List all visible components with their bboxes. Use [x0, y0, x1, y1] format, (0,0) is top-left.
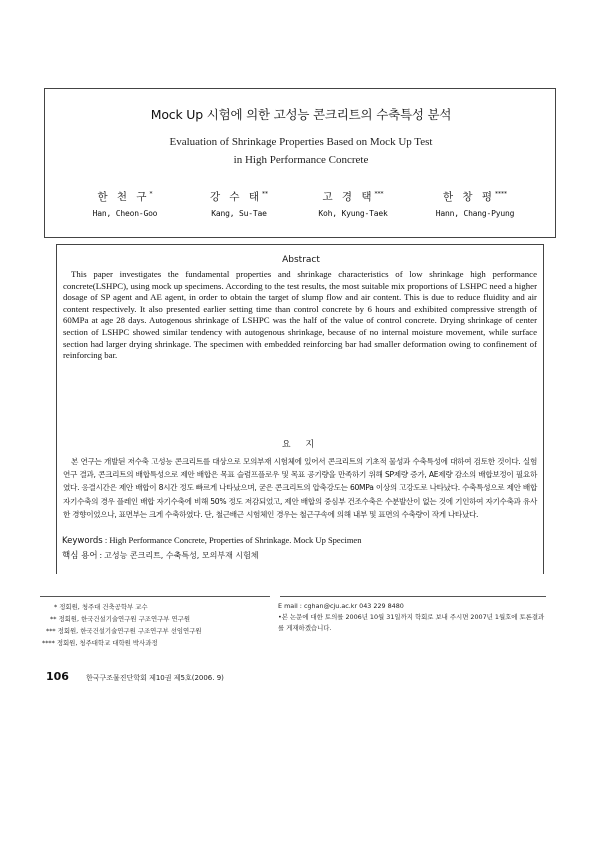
paper-title-english — [45, 133, 557, 169]
abstract-box — [56, 244, 544, 574]
keywords-ko-label: 핵심 용어 — [62, 551, 98, 561]
author-3-korean: 고 경 택 — [322, 191, 375, 203]
paper-title-korean: Mock Up 시험에 의한 고성능 콘크리트의 수축특성 분석 — [150, 107, 452, 122]
footnote-1: * 정회원, 청주대 건축공학부 교수 — [54, 603, 148, 611]
footnote-email: E mail : cghan@cju.ac.kr 043 229 8480 — [278, 602, 404, 610]
author-3 — [289, 189, 417, 218]
title-box — [44, 88, 556, 238]
abstract-heading: Abstract — [282, 255, 320, 265]
author-4 — [411, 189, 539, 218]
paper-title-english-line1: Evaluation of Shrinkage Properties Based on Mock Up Test — [169, 136, 433, 148]
keywords-ko-line: 핵심 용어 : 고성능 콘크리트, 수축특성, 모의부재 시험체 — [62, 550, 259, 561]
footnote-rule-right — [280, 596, 546, 597]
keywords-ko-value: 고성능 콘크리트, 수축특성, 모의부재 시험체 — [104, 551, 259, 560]
author-2-english: Kang, Su-Tae — [211, 209, 267, 218]
author-1-korean: 한 천 구 — [97, 191, 150, 203]
author-1-mark: * — [149, 190, 153, 198]
author-4-english: Hann, Chang-Pyung — [435, 209, 515, 218]
footnote-4: **** 정회원, 청주대학교 대학원 박사과정 — [42, 639, 158, 647]
keywords-value: High Performance Concrete, Properties of Shrinkage. Mock Up Specimen — [109, 535, 362, 545]
author-1 — [61, 189, 189, 218]
footnote-3: *** 정회원, 한국건설기술연구원 구조연구부 선임연구원 — [46, 627, 202, 635]
author-2-mark: ** — [262, 190, 269, 198]
footnote-rule-left — [40, 596, 270, 597]
abstract-body: This paper investigates the fundamental properties and shrinkage characteristics of low shrinkage high performance concrete(LSHPC), using mock up specimens. According to the test results, the most suitable mix proportions of LSHPC need a higher dosage of SP agent and AE agent, in order to obtain the target of slump flow and air content. This is due to reduce fluidity and air content respectively. It also presented earlier setting time than control concrete by 6 hours and exhibited compressive strength of 60MPa at age 28 days. Autogenous shrinkage of LSHPC was the half of the value of control concrete. Drying shrinkage of center section of LSHPC showed similar tendency with autogenous shrinkage, because of no internal moisture movement, while surface section had larger drying shrinkage. The specimen with embedded reinforcing bar had smaller deformation owing to confinement of reinforcing bar. — [63, 269, 537, 361]
page-number: 106 — [46, 670, 69, 683]
journal-info: 한국구조물진단학회 제10권 제5호(2006. 9) — [86, 674, 224, 682]
paper-title-english-line2: in High Performance Concrete — [233, 154, 369, 166]
author-1-english: Han, Cheon-Goo — [92, 209, 158, 218]
author-2 — [175, 189, 303, 218]
keywords-line: Keywords : High Performance Concrete, Properties of Shrinkage. Mock Up Specimen — [62, 535, 362, 546]
author-4-korean: 한 창 평 — [442, 191, 496, 203]
keywords-label: Keywords — [62, 536, 103, 546]
summary-ko-heading: 요 지 — [281, 440, 321, 450]
summary-ko-body: 본 연구는 개발된 저수축 고성능 콘크리트를 대상으로 모의부재 시험체에 있어서 콘크리트의 기초적 물성과 수축특성에 대하여 검토한 것이다. 실험연구 결과, 콘크리트의 배합특성으로 제안 배합은 목표 슬럼프플로우 및 목표 공기량을 만족하기 위해 SP제량 증가, AE제량 감소의 배합보정이 필요하였다. 응결시간은 제안 배합이 8시간 정도 빠르게 나타났으며, 굳은 콘크리트의 압축강도는 60MPa 이상의 고강도로 나타났다. 수축특성으로 제안 배합 자기수축의 경우 플레인 배합 자기수축에 비해 50% 정도 저감되었고, 제안 배합의 중심부 건조수축은 수분발산이 없는 것에 기인하여 자기수축과 유사한 경향이었으나, 표면부는 크게 수축하였다. 단, 철근배근 시험체인 경우는 철근구속에 의해 내부 및 표면의 수축량이 작게 나타났다. — [63, 457, 537, 519]
footnote-discussion-notice: •본 논문에 대한 토의를 2006년 10월 31일까지 학회로 보내 주시면 2007년 1월호에 토론결과를 게재하겠습니다. — [278, 613, 545, 632]
footnote-2: ** 정회원, 한국건설기술연구원 구조연구부 연구원 — [50, 615, 191, 623]
author-4-mark: **** — [495, 190, 508, 198]
author-2-korean: 강 수 태 — [209, 191, 263, 203]
author-3-mark: *** — [374, 190, 384, 198]
author-3-english: Koh, Kyung-Taek — [318, 209, 388, 218]
